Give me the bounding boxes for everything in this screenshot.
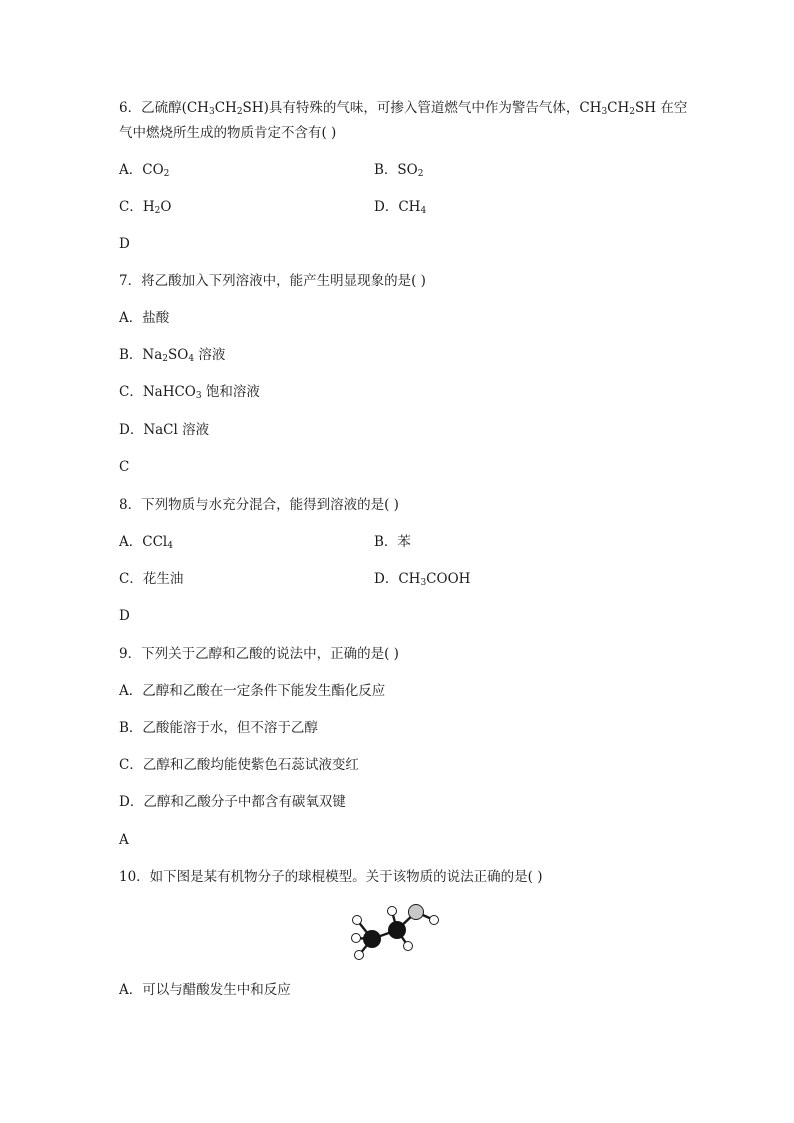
question-6-option-b: B．$SO_2$	[374, 162, 424, 179]
question-6-stem-line-1: 6．乙硫醇$(CH_3CH_2SH)$具有特殊的气味，可掺入管道燃气中作为警告气体，$CH_3CH_2SH$ 在空	[119, 100, 688, 117]
ball-and-stick-molecule-model	[348, 902, 448, 964]
hydrogen-atom	[404, 942, 413, 951]
hydrogen-atom	[353, 916, 362, 925]
hydrogen-atom	[352, 934, 361, 943]
question-6-option-a: A．$CO_2$	[119, 162, 170, 179]
question-6-option-d: D．$CH_4$	[374, 199, 427, 216]
question-9-stem: 9．下列关于乙醇和乙酸的说法中，正确的是( )	[119, 646, 399, 662]
question-8-option-a: A．CCl$_4$	[119, 534, 173, 551]
question-9-option-c: C．乙醇和乙酸均能使紫色石蕊试液变红	[119, 757, 359, 773]
hydrogen-atom	[355, 951, 364, 960]
oxygen-atom	[409, 905, 424, 920]
question-7-option-b: B．$Na_2SO_4$ 溶液	[119, 347, 226, 364]
question-7-option-d: D．NaCl 溶液	[119, 422, 210, 438]
question-10-option-a: A．可以与醋酸发生中和反应	[119, 982, 291, 998]
question-9-option-a: A．乙醇和乙酸在一定条件下能发生酯化反应	[119, 683, 386, 699]
question-8-option-b: B．苯	[374, 534, 411, 550]
question-8-stem: 8．下列物质与水充分混合，能得到溶液的是( )	[119, 497, 399, 513]
question-8-answer: D	[119, 608, 130, 624]
question-9-option-d: D．乙醇和乙酸分子中都含有碳氧双键	[119, 794, 346, 810]
question-6-stem-line-2: 气中燃烧所生成的物质肯定不含有( )	[119, 125, 337, 141]
question-7-answer: C	[119, 459, 130, 475]
hydrogen-atom	[430, 916, 439, 925]
hydrogen-atom	[388, 907, 397, 916]
carbon-atom	[363, 930, 381, 948]
question-9-option-b: B．乙酸能溶于水，但不溶于乙醇	[119, 720, 318, 736]
question-8-option-c: C．花生油	[119, 571, 184, 587]
question-7-option-c: C．NaHCO$_3$ 饱和溶液	[119, 384, 260, 401]
question-6-answer: D	[119, 236, 130, 252]
question-7-stem: 7．将乙酸加入下列溶液中，能产生明显现象的是( )	[119, 273, 426, 289]
question-10-stem: 10．如下图是某有机物分子的球棍模型。关于该物质的说法正确的是( )	[119, 869, 543, 885]
question-7-option-a: A．盐酸	[119, 310, 170, 326]
carbon-atom	[388, 921, 406, 939]
question-9-answer: A	[119, 832, 129, 848]
question-8-option-d: D．$CH_3COOH$	[374, 571, 471, 588]
question-6-option-c: C．$H_2O$	[119, 199, 172, 216]
